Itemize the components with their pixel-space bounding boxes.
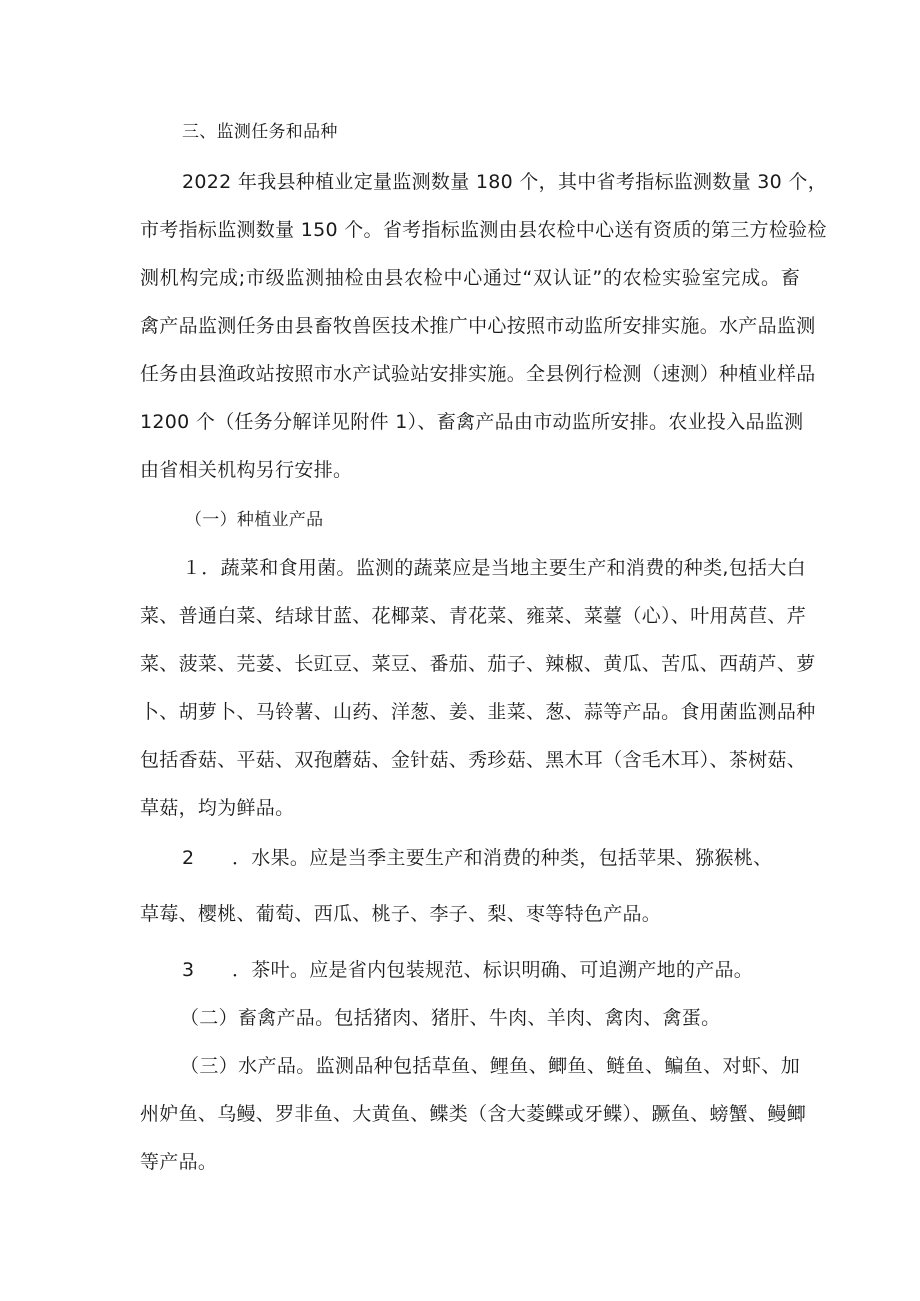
paragraph-line: 市考指标监测数量 150 个。省考指标监测由县农检中心送有资质的第三方检验检 [140,219,827,241]
paragraph-line: 2022 年我县种植业定量监测数量 180 个，其中省考指标监测数量 30 个， [182,171,827,193]
item-line: ．茶叶。应是省内包装规范、标识明确、可追溯产地的产品。 [232,959,754,981]
item-line: 菜、菠菜、芫荽、长豇豆、菜豆、番茄、茄子、辣椒、黄瓜、苦瓜、西葫芦、萝 [140,653,816,675]
paragraph-line: 禽产品监测任务由县畜牧兽医技术推广中心按照市动监所安排实施。水产品监测 [140,315,816,337]
subsection-line: 州妒鱼、乌鳗、罗非鱼、大黄鱼、鲽类（含大菱鲽或牙鲽）、蹶鱼、螃蟹、鳗鲫 [140,1103,807,1125]
paragraph-line: 测机构完成;市级监测抽检由县农检中心通过“双认证”的农检实验室完成。畜 [140,267,800,289]
item-line: 草莓、樱桃、葡萄、西瓜、桃子、李子、梨、枣等特色产品。 [140,903,662,925]
section-heading: 三、监测任务和品种 [182,122,338,142]
item-line: 卜、胡萝卜、马铃薯、山药、洋葱、姜、韭菜、葱、蒜等产品。食用菌监测品种 [140,701,816,723]
subsection-line: （三）水产品。监测品种包括草鱼、鲤鱼、鲫鱼、鲢鱼、鳊鱼、对虾、加 [180,1055,800,1077]
item-line: 菜、普通白菜、结球甘蓝、花椰菜、青花菜、雍菜、菜薹（心）、叶用莴苣、芹 [140,605,807,627]
item-line: 草菇，均为鲜品。 [140,797,295,819]
item-number: 2 [182,847,195,869]
subsection-line: 等产品。 [140,1151,218,1173]
subsection-heading: （一）种植业产品 [185,510,324,530]
paragraph-line: 由省相关机构另行安排。 [140,459,353,481]
item-line: ．水果。应是当季主要生产和消费的种类，包括苹果、猕猴桃、 [232,847,773,869]
item-line: １．蔬菜和食用菌。监测的蔬菜应是当地主要生产和消费的种类,包括大白 [182,557,806,579]
item-number: 3 [182,959,195,981]
subsection-line: （二）畜禽产品。包括猪肉、猪肝、牛肉、羊肉、禽肉、禽蛋。 [180,1007,721,1029]
item-line: 包括香菇、平菇、双孢蘑菇、金针菇、秀珍菇、黑木耳（含毛木耳）、茶树菇、 [140,749,807,771]
paragraph-line: 1200 个（任务分解详见附件 1）、畜禽产品由市动监所安排。农业投入品监测 [140,411,804,433]
paragraph-line: 任务由县渔政站按照市水产试验站安排实施。全县例行检测（速测）种植业样品 [140,363,816,385]
